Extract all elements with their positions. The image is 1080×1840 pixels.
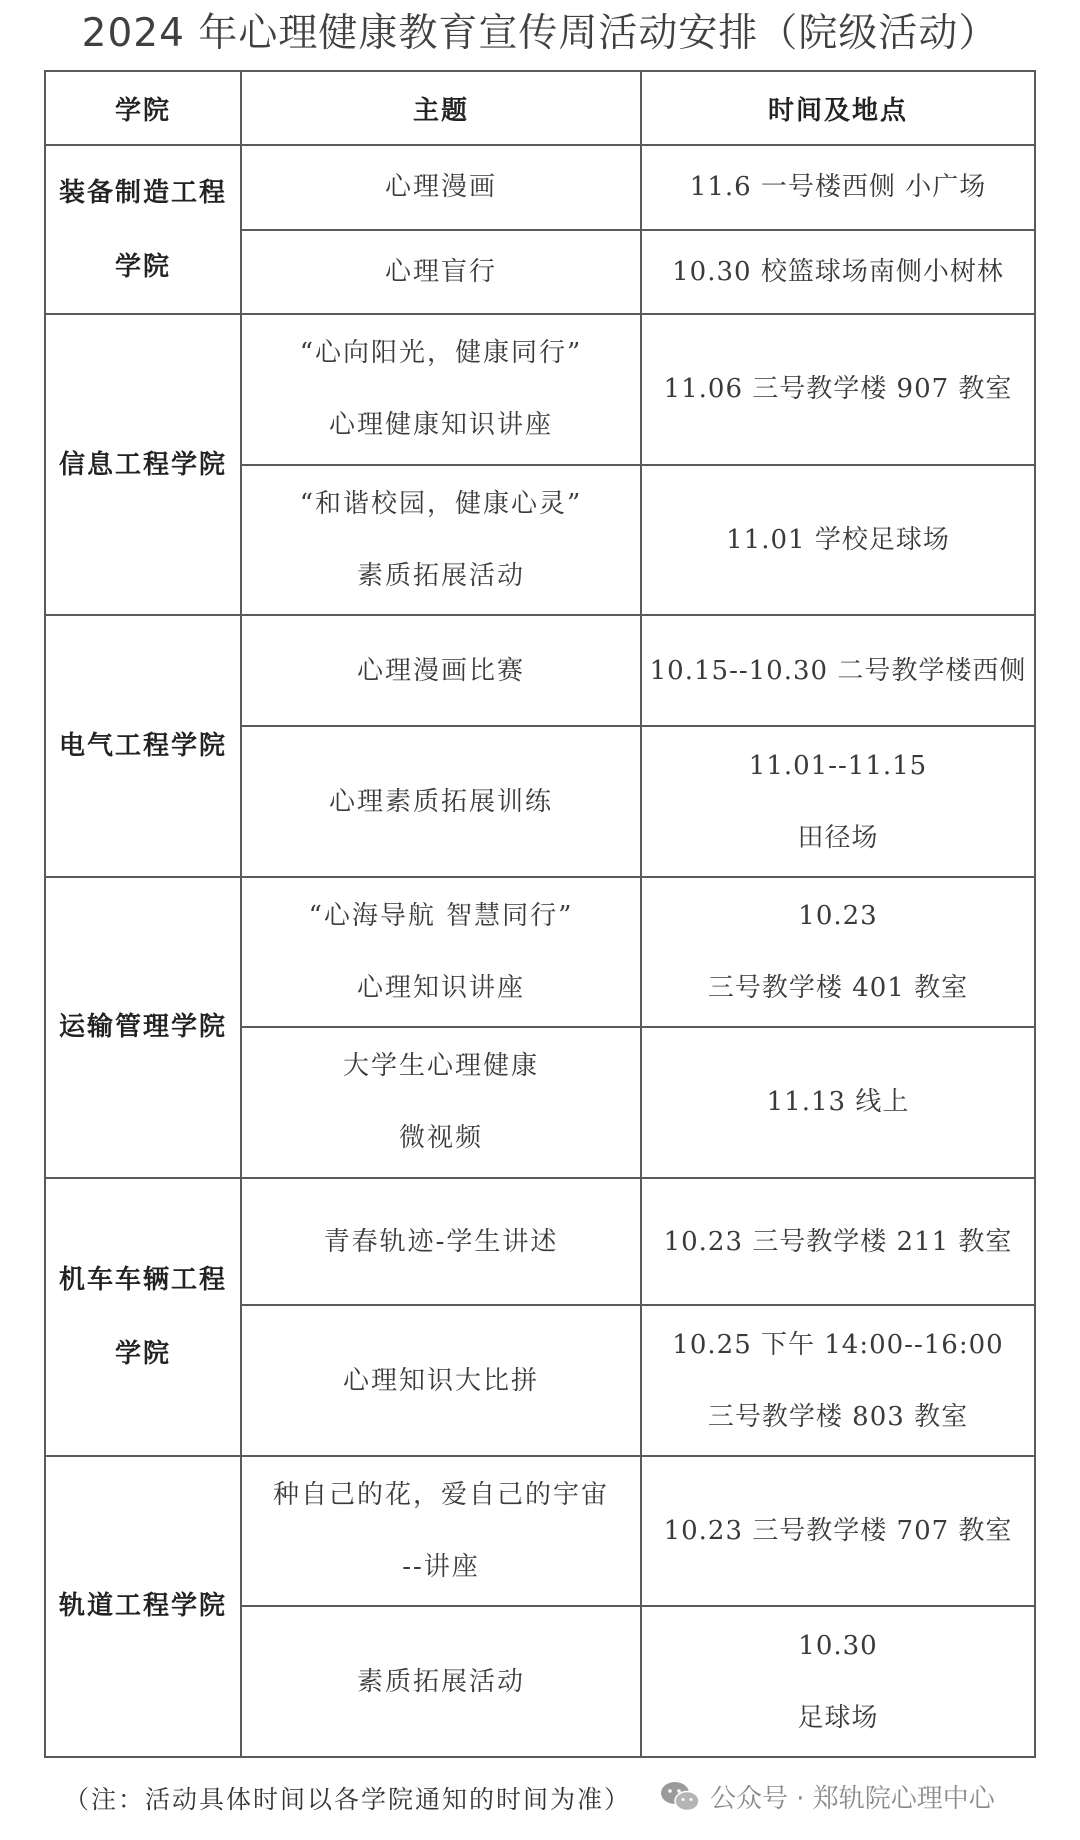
- activity-topic-cell: [241, 230, 641, 315]
- activity-topic-line: “心向阳光，健康同行”: [299, 338, 583, 369]
- time-place-cell: [641, 726, 1035, 876]
- table-row: [45, 1178, 1035, 1306]
- activity-topic-line: “和谐校园，健康心灵”: [299, 488, 583, 519]
- page-title: 2024 年心理健康教育宣传周活动安排（院级活动）: [81, 11, 999, 56]
- time-place-cell: [641, 1456, 1035, 1606]
- time-place-cell: [641, 145, 1035, 230]
- activity-topic-line: 微视频: [398, 1123, 483, 1154]
- college-name-line: 轨道工程学院: [58, 1591, 227, 1622]
- watermark: [660, 1774, 995, 1818]
- time-place-line: 10.15--10.30 二号教学楼西侧: [649, 655, 1027, 686]
- table-body: [45, 145, 1035, 1757]
- time-place-cell: [641, 1178, 1035, 1306]
- activity-topic-cell: [241, 1456, 641, 1606]
- time-place-line: 足球场: [797, 1702, 879, 1733]
- college-name-line: 电气工程学院: [58, 730, 227, 761]
- activity-topic-line: 素质拓展活动: [356, 1666, 525, 1697]
- time-place-cell: [641, 1305, 1035, 1455]
- college-name-cell: [45, 1456, 241, 1757]
- activity-topic-line: 心理漫画比赛: [356, 655, 525, 686]
- activity-topic-line: 青春轨迹-学生讲述: [323, 1226, 559, 1257]
- activity-topic-line: 素质拓展活动: [356, 560, 525, 591]
- college-name-line: 机车车辆工程: [58, 1264, 227, 1295]
- activity-topic-cell: [241, 877, 641, 1027]
- activity-topic-cell: [241, 1027, 641, 1177]
- activity-topic-line: 心理盲行: [384, 256, 497, 287]
- header-college: 学院: [45, 71, 241, 145]
- time-place-line: 10.23 三号教学楼 211 教室: [663, 1226, 1013, 1257]
- time-place-line: 三号教学楼 803 教室: [707, 1401, 969, 1432]
- time-place-line: 11.06 三号教学楼 907 教室: [663, 374, 1013, 405]
- watermark-text: 公众号 · 郑轨院心理中心: [710, 1783, 995, 1814]
- time-place-cell: [641, 314, 1035, 464]
- activity-topic-line: 心理知识大比拼: [342, 1365, 539, 1396]
- table-row: [45, 615, 1035, 726]
- time-place-cell: [641, 1027, 1035, 1177]
- time-place-line: 11.01--11.15: [748, 750, 928, 781]
- activity-topic-line: 心理素质拓展训练: [328, 786, 553, 817]
- activity-topic-line: --讲座: [402, 1552, 480, 1583]
- footer-note: （注：活动具体时间以各学院通知的时间为准）: [64, 1785, 632, 1814]
- activity-topic-cell: [241, 1178, 641, 1306]
- activity-topic-cell: [241, 615, 641, 726]
- activity-topic-line: 大学生心理健康: [342, 1051, 539, 1082]
- time-place-line: 11.01 学校足球场: [726, 524, 950, 555]
- college-name-cell: [45, 1178, 241, 1456]
- table-row: [45, 877, 1035, 1027]
- activity-topic-line: 心理知识讲座: [356, 972, 525, 1003]
- time-place-line: 三号教学楼 401 教室: [707, 972, 969, 1003]
- college-name-cell: [45, 877, 241, 1178]
- college-name-cell: [45, 615, 241, 877]
- activity-topic-cell: [241, 1606, 641, 1757]
- time-place-line: 10.23 三号教学楼 707 教室: [663, 1516, 1013, 1547]
- activity-topic-line: 心理漫画: [384, 172, 497, 203]
- time-place-line: 10.25 下午 14:00--16:00: [672, 1329, 1004, 1360]
- activity-topic-line: 心理健康知识讲座: [328, 410, 553, 441]
- header-topic: 主题: [241, 71, 641, 145]
- activity-schedule-table: [44, 70, 1036, 1758]
- table-row: [45, 1456, 1035, 1606]
- college-name-cell: [45, 145, 241, 314]
- time-place-line: 田径场: [797, 822, 879, 853]
- college-name-line: 学院: [114, 251, 171, 282]
- time-place-line: 11.13 线上: [766, 1087, 910, 1118]
- activity-topic-line: 种自己的花，爱自己的宇宙: [272, 1480, 609, 1511]
- college-name-line: 信息工程学院: [58, 449, 227, 480]
- activity-topic-cell: [241, 465, 641, 615]
- time-place-cell: [641, 615, 1035, 726]
- activity-topic-line: “心海导航 智慧同行”: [308, 900, 574, 931]
- college-name-line: 装备制造工程: [58, 177, 227, 208]
- wechat-icon: [660, 1780, 700, 1812]
- college-name-cell: [45, 314, 241, 615]
- table-row: [45, 145, 1035, 230]
- activity-topic-cell: [241, 726, 641, 876]
- activity-topic-cell: [241, 1305, 641, 1455]
- time-place-line: 10.23: [798, 900, 878, 931]
- header-time-place: 时间及地点: [641, 71, 1035, 145]
- time-place-line: 11.6 一号楼西侧 小广场: [689, 172, 987, 203]
- table-row: [45, 314, 1035, 464]
- time-place-line: 10.30 校篮球场南侧小树林: [672, 256, 1004, 287]
- time-place-cell: [641, 465, 1035, 615]
- time-place-cell: [641, 877, 1035, 1027]
- college-name-line: 学院: [114, 1338, 171, 1369]
- time-place-cell: [641, 1606, 1035, 1757]
- table-header-row: [45, 71, 1035, 145]
- college-name-line: 运输管理学院: [58, 1012, 227, 1043]
- time-place-line: 10.30: [798, 1630, 878, 1661]
- time-place-cell: [641, 230, 1035, 315]
- activity-topic-cell: [241, 145, 641, 230]
- activity-topic-cell: [241, 314, 641, 464]
